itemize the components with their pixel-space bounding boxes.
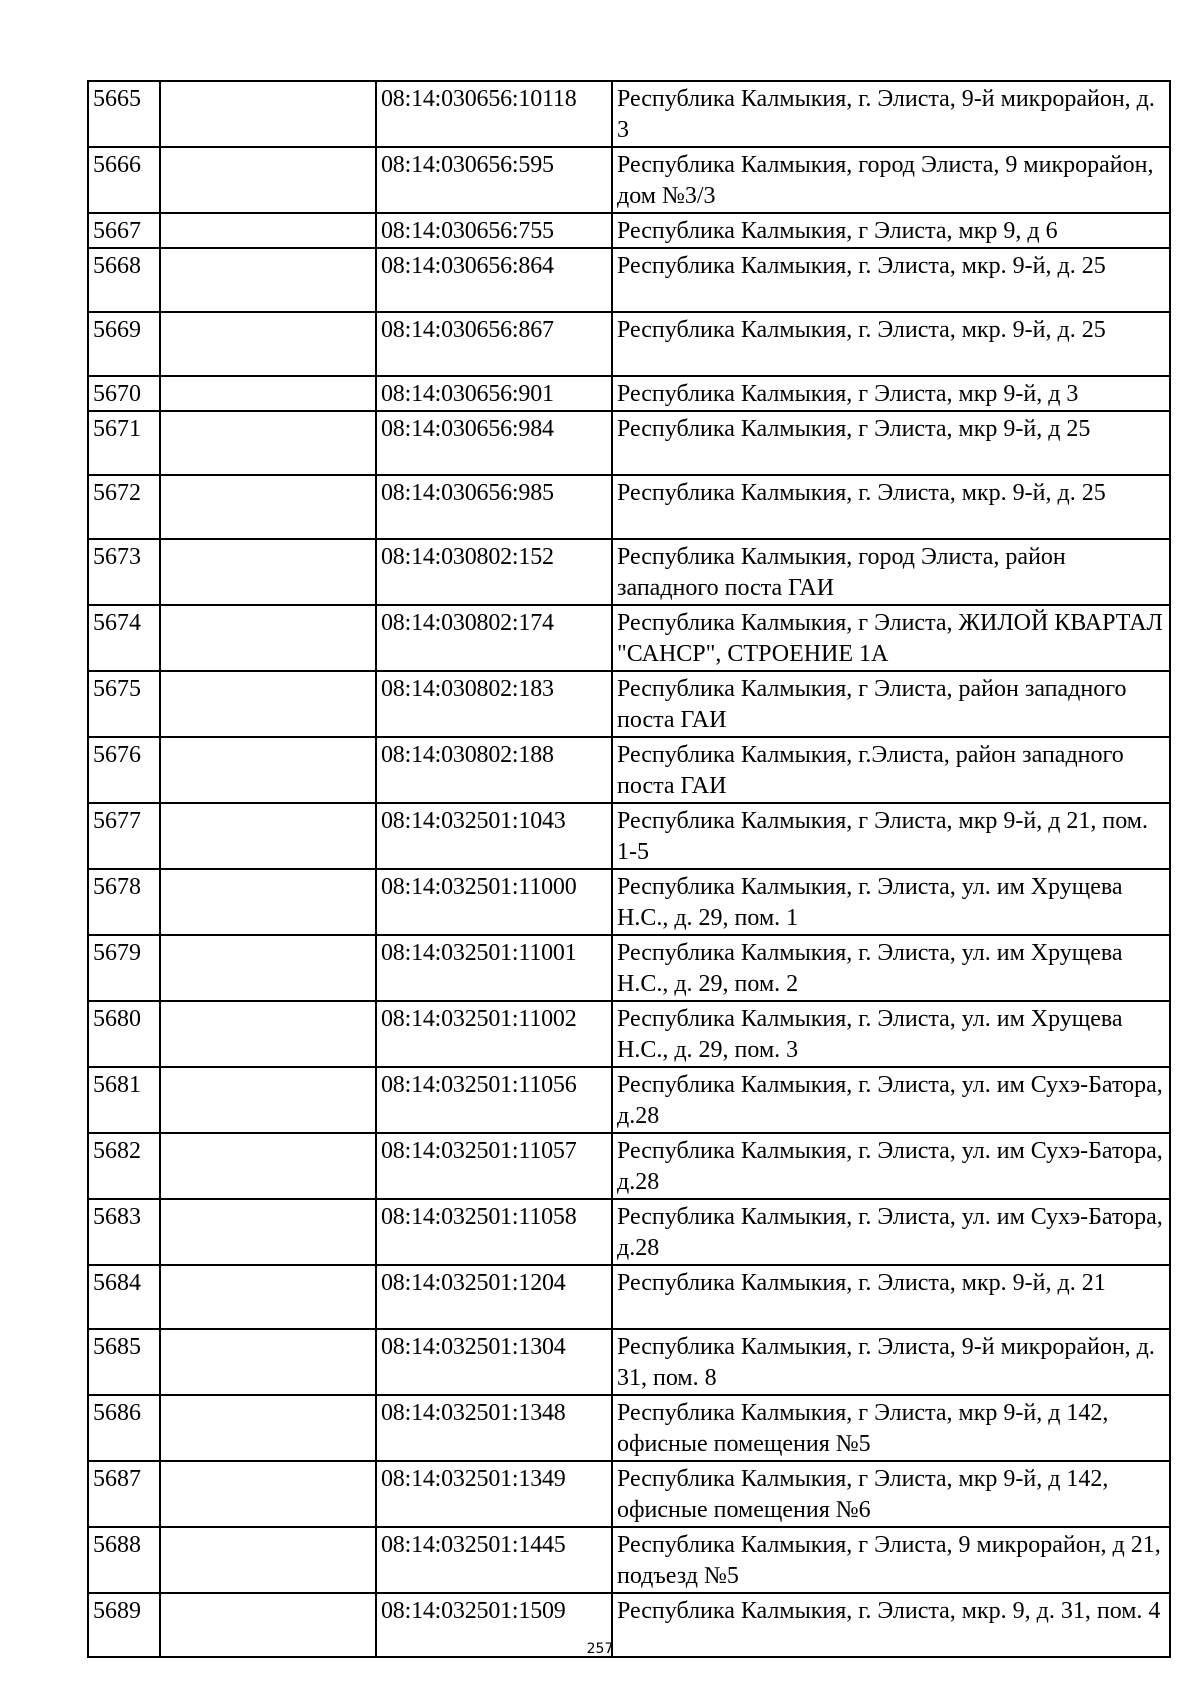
table-row	[88, 1395, 1170, 1461]
empty-cell	[160, 539, 376, 605]
empty-cell	[160, 1133, 376, 1199]
empty-cell	[160, 935, 376, 1001]
table-row	[88, 147, 1170, 213]
table-row	[88, 1329, 1170, 1395]
table-row	[88, 1133, 1170, 1199]
address-cell: Республика Калмыкия, г. Элиста, ул. им Сухэ-Батора, д.28	[612, 1199, 1170, 1265]
address-cell: Республика Калмыкия, г. Элиста, мкр. 9, д. 31, пом. 4	[612, 1593, 1170, 1657]
cadastral-number-cell: 08:14:032501:1348	[376, 1395, 612, 1461]
table-row	[88, 803, 1170, 869]
address-cell: Республика Калмыкия, г Элиста, ЖИЛОЙ КВАРТАЛ "САНСР", СТРОЕНИЕ 1А	[612, 605, 1170, 671]
cadastral-number-cell: 08:14:032501:1509	[376, 1593, 612, 1657]
row-number-cell: 5676	[88, 737, 160, 803]
empty-cell	[160, 1265, 376, 1329]
row-number-cell: 5665	[88, 81, 160, 147]
cadastral-number-cell: 08:14:032501:11056	[376, 1067, 612, 1133]
empty-cell	[160, 1461, 376, 1527]
property-registry-table	[87, 80, 1171, 1658]
empty-cell	[160, 147, 376, 213]
cadastral-number-cell: 08:14:030656:10118	[376, 81, 612, 147]
row-number-cell: 5667	[88, 213, 160, 248]
cadastral-number-cell: 08:14:030802:152	[376, 539, 612, 605]
empty-cell	[160, 1527, 376, 1593]
row-number-cell: 5670	[88, 376, 160, 411]
address-cell: Республика Калмыкия, г Элиста, мкр 9-й, д 21, пом. 1-5	[612, 803, 1170, 869]
registry-table-body	[88, 81, 1170, 1657]
empty-cell	[160, 1001, 376, 1067]
address-cell: Республика Калмыкия, г Элиста, 9 микрорайон, д 21, подъезд №5	[612, 1527, 1170, 1593]
address-cell: Республика Калмыкия, г. Элиста, мкр. 9-й, д. 21	[612, 1265, 1170, 1329]
table-row	[88, 1265, 1170, 1329]
cadastral-number-cell: 08:14:030656:595	[376, 147, 612, 213]
empty-cell	[160, 1395, 376, 1461]
table-row	[88, 1527, 1170, 1593]
address-cell: Республика Калмыкия, г Элиста, мкр 9, д 6	[612, 213, 1170, 248]
cadastral-number-cell: 08:14:032501:1349	[376, 1461, 612, 1527]
row-number-cell: 5673	[88, 539, 160, 605]
address-cell: Республика Калмыкия, г. Элиста, ул. им Сухэ-Батора, д.28	[612, 1067, 1170, 1133]
table-row	[88, 671, 1170, 737]
cadastral-number-cell: 08:14:030656:867	[376, 312, 612, 376]
address-cell: Республика Калмыкия, г. Элиста, 9-й микрорайон, д. 3	[612, 81, 1170, 147]
cadastral-number-cell: 08:14:032501:1304	[376, 1329, 612, 1395]
address-cell: Республика Калмыкия, г. Элиста, ул. им Хрущева Н.С., д. 29, пом. 1	[612, 869, 1170, 935]
row-number-cell: 5675	[88, 671, 160, 737]
row-number-cell: 5688	[88, 1527, 160, 1593]
row-number-cell: 5677	[88, 803, 160, 869]
table-row	[88, 1001, 1170, 1067]
address-cell: Республика Калмыкия, г. Элиста, ул. им Хрущева Н.С., д. 29, пом. 2	[612, 935, 1170, 1001]
table-row	[88, 312, 1170, 376]
address-cell: Республика Калмыкия, г. Элиста, мкр. 9-й, д. 25	[612, 248, 1170, 312]
row-number-cell: 5687	[88, 1461, 160, 1527]
table-row	[88, 1199, 1170, 1265]
address-cell: Республика Калмыкия, г. Элиста, мкр. 9-й, д. 25	[612, 312, 1170, 376]
address-cell: Республика Калмыкия, г Элиста, мкр 9-й, д 25	[612, 411, 1170, 475]
row-number-cell: 5689	[88, 1593, 160, 1657]
table-row	[88, 248, 1170, 312]
cadastral-number-cell: 08:14:030802:183	[376, 671, 612, 737]
cadastral-number-cell: 08:14:032501:1204	[376, 1265, 612, 1329]
row-number-cell: 5683	[88, 1199, 160, 1265]
address-cell: Республика Калмыкия, г.Элиста, район западного поста ГАИ	[612, 737, 1170, 803]
cadastral-number-cell: 08:14:030656:864	[376, 248, 612, 312]
row-number-cell: 5680	[88, 1001, 160, 1067]
cadastral-number-cell: 08:14:032501:11058	[376, 1199, 612, 1265]
address-cell: Республика Калмыкия, г Элиста, район западного поста ГАИ	[612, 671, 1170, 737]
row-number-cell: 5684	[88, 1265, 160, 1329]
empty-cell	[160, 411, 376, 475]
row-number-cell: 5668	[88, 248, 160, 312]
cadastral-number-cell: 08:14:032501:11002	[376, 1001, 612, 1067]
table-row	[88, 1461, 1170, 1527]
empty-cell	[160, 213, 376, 248]
address-cell: Республика Калмыкия, город Элиста, 9 микрорайон, дом №3/3	[612, 147, 1170, 213]
empty-cell	[160, 475, 376, 539]
address-cell: Республика Калмыкия, г Элиста, мкр 9-й, д 142, офисные помещения №6	[612, 1461, 1170, 1527]
cadastral-number-cell: 08:14:030802:174	[376, 605, 612, 671]
address-cell: Республика Калмыкия, г Элиста, мкр 9-й, д 142, офисные помещения №5	[612, 1395, 1170, 1461]
table-row	[88, 737, 1170, 803]
address-cell: Республика Калмыкия, г. Элиста, 9-й микрорайон, д. 31, пом. 8	[612, 1329, 1170, 1395]
row-number-cell: 5671	[88, 411, 160, 475]
empty-cell	[160, 1199, 376, 1265]
cadastral-number-cell: 08:14:032501:11000	[376, 869, 612, 935]
table-row	[88, 935, 1170, 1001]
cadastral-number-cell: 08:14:030656:901	[376, 376, 612, 411]
row-number-cell: 5679	[88, 935, 160, 1001]
cadastral-number-cell: 08:14:032501:11057	[376, 1133, 612, 1199]
empty-cell	[160, 312, 376, 376]
row-number-cell: 5686	[88, 1395, 160, 1461]
address-cell: Республика Калмыкия, г. Элиста, ул. им Сухэ-Батора, д.28	[612, 1133, 1170, 1199]
address-cell: Республика Калмыкия, г Элиста, мкр 9-й, д 3	[612, 376, 1170, 411]
empty-cell	[160, 1329, 376, 1395]
table-row	[88, 869, 1170, 935]
empty-cell	[160, 1067, 376, 1133]
table-row	[88, 376, 1170, 411]
empty-cell	[160, 737, 376, 803]
row-number-cell: 5685	[88, 1329, 160, 1395]
address-cell: Республика Калмыкия, г. Элиста, мкр. 9-й, д. 25	[612, 475, 1170, 539]
empty-cell	[160, 869, 376, 935]
table-row	[88, 1067, 1170, 1133]
cadastral-number-cell: 08:14:030656:984	[376, 411, 612, 475]
empty-cell	[160, 605, 376, 671]
empty-cell	[160, 376, 376, 411]
table-row	[88, 475, 1170, 539]
empty-cell	[160, 803, 376, 869]
table-row	[88, 81, 1170, 147]
row-number-cell: 5682	[88, 1133, 160, 1199]
cadastral-number-cell: 08:14:032501:1043	[376, 803, 612, 869]
table-row	[88, 411, 1170, 475]
cadastral-number-cell: 08:14:032501:1445	[376, 1527, 612, 1593]
row-number-cell: 5666	[88, 147, 160, 213]
empty-cell	[160, 81, 376, 147]
cadastral-number-cell: 08:14:030802:188	[376, 737, 612, 803]
empty-cell	[160, 248, 376, 312]
cadastral-number-cell: 08:14:030656:755	[376, 213, 612, 248]
address-cell: Республика Калмыкия, г. Элиста, ул. им Хрущева Н.С., д. 29, пом. 3	[612, 1001, 1170, 1067]
row-number-cell: 5678	[88, 869, 160, 935]
empty-cell	[160, 671, 376, 737]
cadastral-number-cell: 08:14:032501:11001	[376, 935, 612, 1001]
row-number-cell: 5672	[88, 475, 160, 539]
row-number-cell: 5674	[88, 605, 160, 671]
row-number-cell: 5681	[88, 1067, 160, 1133]
table-row	[88, 539, 1170, 605]
table-row	[88, 605, 1170, 671]
table-row	[88, 213, 1170, 248]
row-number-cell: 5669	[88, 312, 160, 376]
page-number: 257	[586, 1641, 614, 1657]
cadastral-number-cell: 08:14:030656:985	[376, 475, 612, 539]
address-cell: Республика Калмыкия, город Элиста, район западного поста ГАИ	[612, 539, 1170, 605]
